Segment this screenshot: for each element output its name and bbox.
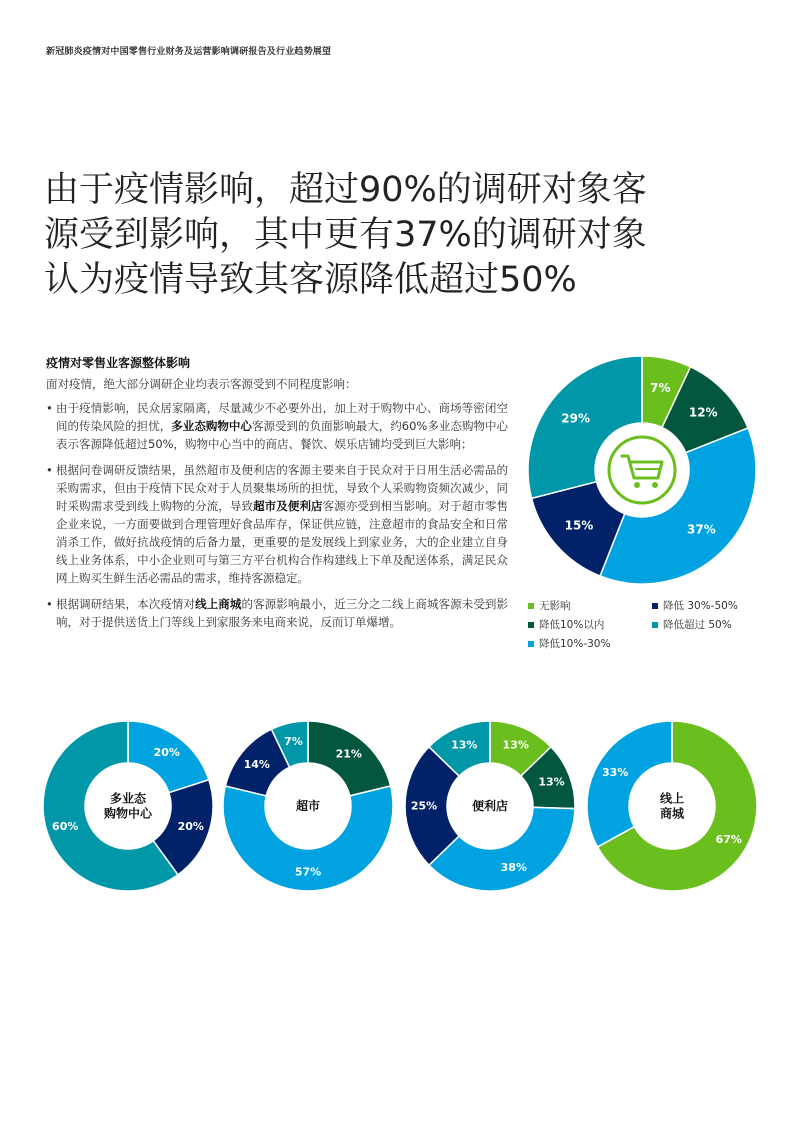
bullet-list bbox=[46, 399, 508, 631]
bullet-emphasis: 线上商城 bbox=[195, 597, 242, 611]
bullet-emphasis: 多业态购物中心 bbox=[171, 419, 252, 433]
legend-swatch bbox=[652, 622, 658, 628]
slice-label: 38% bbox=[500, 861, 528, 875]
slice-label: 13% bbox=[538, 775, 565, 789]
online-mall-donut-chart bbox=[584, 718, 760, 894]
slice-label: 29% bbox=[561, 411, 590, 426]
slice-label: 67% bbox=[715, 833, 742, 847]
legend-item bbox=[528, 636, 652, 651]
bullet-text: 客源亦受到相当影响。对于超市零售企业来说，一方面要做到合理管理好食品库存，保证供应链，注意超市的食品安全和日常消杀工作，做好抗战疫情的后备力量，更重要的是发展线上到家业务，大的企业建立自身线上业务体系，中小企业则可与第三方平台机构合作构建线上下单及配送体系，满足民众网上购买生鲜生活必需品的需求，维持客源稳定。 bbox=[56, 499, 509, 585]
legend-item bbox=[652, 598, 768, 613]
slice-label: 33% bbox=[602, 765, 629, 779]
bullet-text: 由于疫情影响，民众居家隔离，尽量减少不必要外出，加上对于购物中心、商场等密闭空间的传染风险的担忧， bbox=[56, 401, 508, 433]
legend-label: 降低10%以内 bbox=[539, 619, 605, 631]
donut-center-label: 商城 bbox=[659, 806, 685, 821]
donut-center-label: 多业态 bbox=[109, 791, 147, 806]
legend-swatch bbox=[652, 603, 658, 609]
slice-label: 14% bbox=[243, 757, 270, 771]
bullet-text: 客源受到的负面影响最大，约60%多业态购物中心表示客源降低超过50%，购物中心当中的商店、餐饮、娱乐店铺均受到巨大影响； bbox=[56, 419, 509, 451]
donut-slice bbox=[528, 356, 642, 498]
slice-label: 21% bbox=[335, 747, 362, 761]
section-intro: 面对疫情，绝大部分调研企业均表示客源受到不同程度影响： bbox=[46, 377, 357, 391]
analysis-section bbox=[46, 354, 508, 639]
slice-label: 13% bbox=[502, 738, 529, 752]
chart-legend bbox=[528, 598, 768, 651]
slice-label: 37% bbox=[687, 522, 716, 537]
headline-line: 由于疫情影响，超过90%的调研对象客 bbox=[44, 170, 647, 210]
slice-label: 15% bbox=[564, 518, 594, 533]
slice-label: 20% bbox=[177, 819, 204, 833]
section-title: 疫情对零售业客源整体影响 bbox=[46, 356, 191, 370]
legend-label: 降低 30%-50% bbox=[663, 600, 738, 612]
bullet-item bbox=[46, 399, 508, 453]
donut-center-label: 便利店 bbox=[471, 799, 509, 813]
headline-line: 源受到影响，其中更有37%的调研对象 bbox=[44, 215, 647, 255]
slice-label: 7% bbox=[650, 381, 671, 396]
slice-label: 25% bbox=[410, 799, 438, 813]
slice-label: 60% bbox=[52, 819, 79, 833]
bullet-text: 根据问卷调研反馈结果，虽然超市及便利店的客源主要来自于民众对于日用生活必需品的采购需求，但由于疫情下民众对于人员聚集场所的担忧，导致个人采购物资频次减少，同时采购需求受到线上购物的分流，导致 bbox=[56, 463, 508, 513]
legend-label: 降低10%-30% bbox=[539, 638, 611, 650]
legend-swatch bbox=[528, 641, 534, 647]
supermarket-donut-chart bbox=[220, 718, 396, 894]
legend-item bbox=[652, 617, 768, 632]
bullet-item bbox=[46, 461, 508, 587]
donut-slice bbox=[429, 807, 575, 891]
headline-line: 认为疫情导致其客源降低超过50% bbox=[44, 260, 577, 300]
donut-center-label: 购物中心 bbox=[103, 806, 153, 821]
overall-donut-chart bbox=[524, 352, 760, 588]
bullet-text: 根据调研结果，本次疫情对 bbox=[56, 597, 196, 611]
legend-swatch bbox=[528, 603, 534, 609]
shopping-cart-icon bbox=[609, 437, 675, 503]
donut-slice bbox=[587, 721, 672, 847]
page-headline bbox=[44, 168, 764, 303]
bullet-emphasis: 超市及便利店 bbox=[253, 499, 323, 513]
legend-swatch bbox=[528, 622, 534, 628]
report-header: 新冠肺炎疫情对中国零售行业财务及运营影响调研报告及行业趋势展望 bbox=[46, 47, 332, 57]
slice-label: 57% bbox=[294, 865, 322, 879]
slice-label: 13% bbox=[451, 738, 478, 752]
legend-label: 无影响 bbox=[539, 600, 571, 612]
legend-item bbox=[528, 598, 652, 613]
donut-center-label: 超市 bbox=[295, 799, 321, 813]
donut-center-label: 线上 bbox=[659, 791, 685, 806]
donut-slice bbox=[600, 428, 756, 584]
mall-donut-chart bbox=[40, 718, 216, 894]
slice-label: 7% bbox=[284, 735, 303, 749]
slice-label: 20% bbox=[153, 746, 180, 760]
bullet-text: 的客源影响最小，近三分之二线上商城客源未受到影响，对于提供送货上门等线上到家服务来电商来说，反而订单爆增。 bbox=[56, 597, 509, 629]
convenience-store-donut-chart bbox=[402, 718, 578, 894]
legend-label: 降低超过 50% bbox=[663, 619, 732, 631]
bullet-item bbox=[46, 595, 508, 631]
slice-label: 12% bbox=[688, 405, 718, 420]
legend-item bbox=[528, 617, 652, 632]
